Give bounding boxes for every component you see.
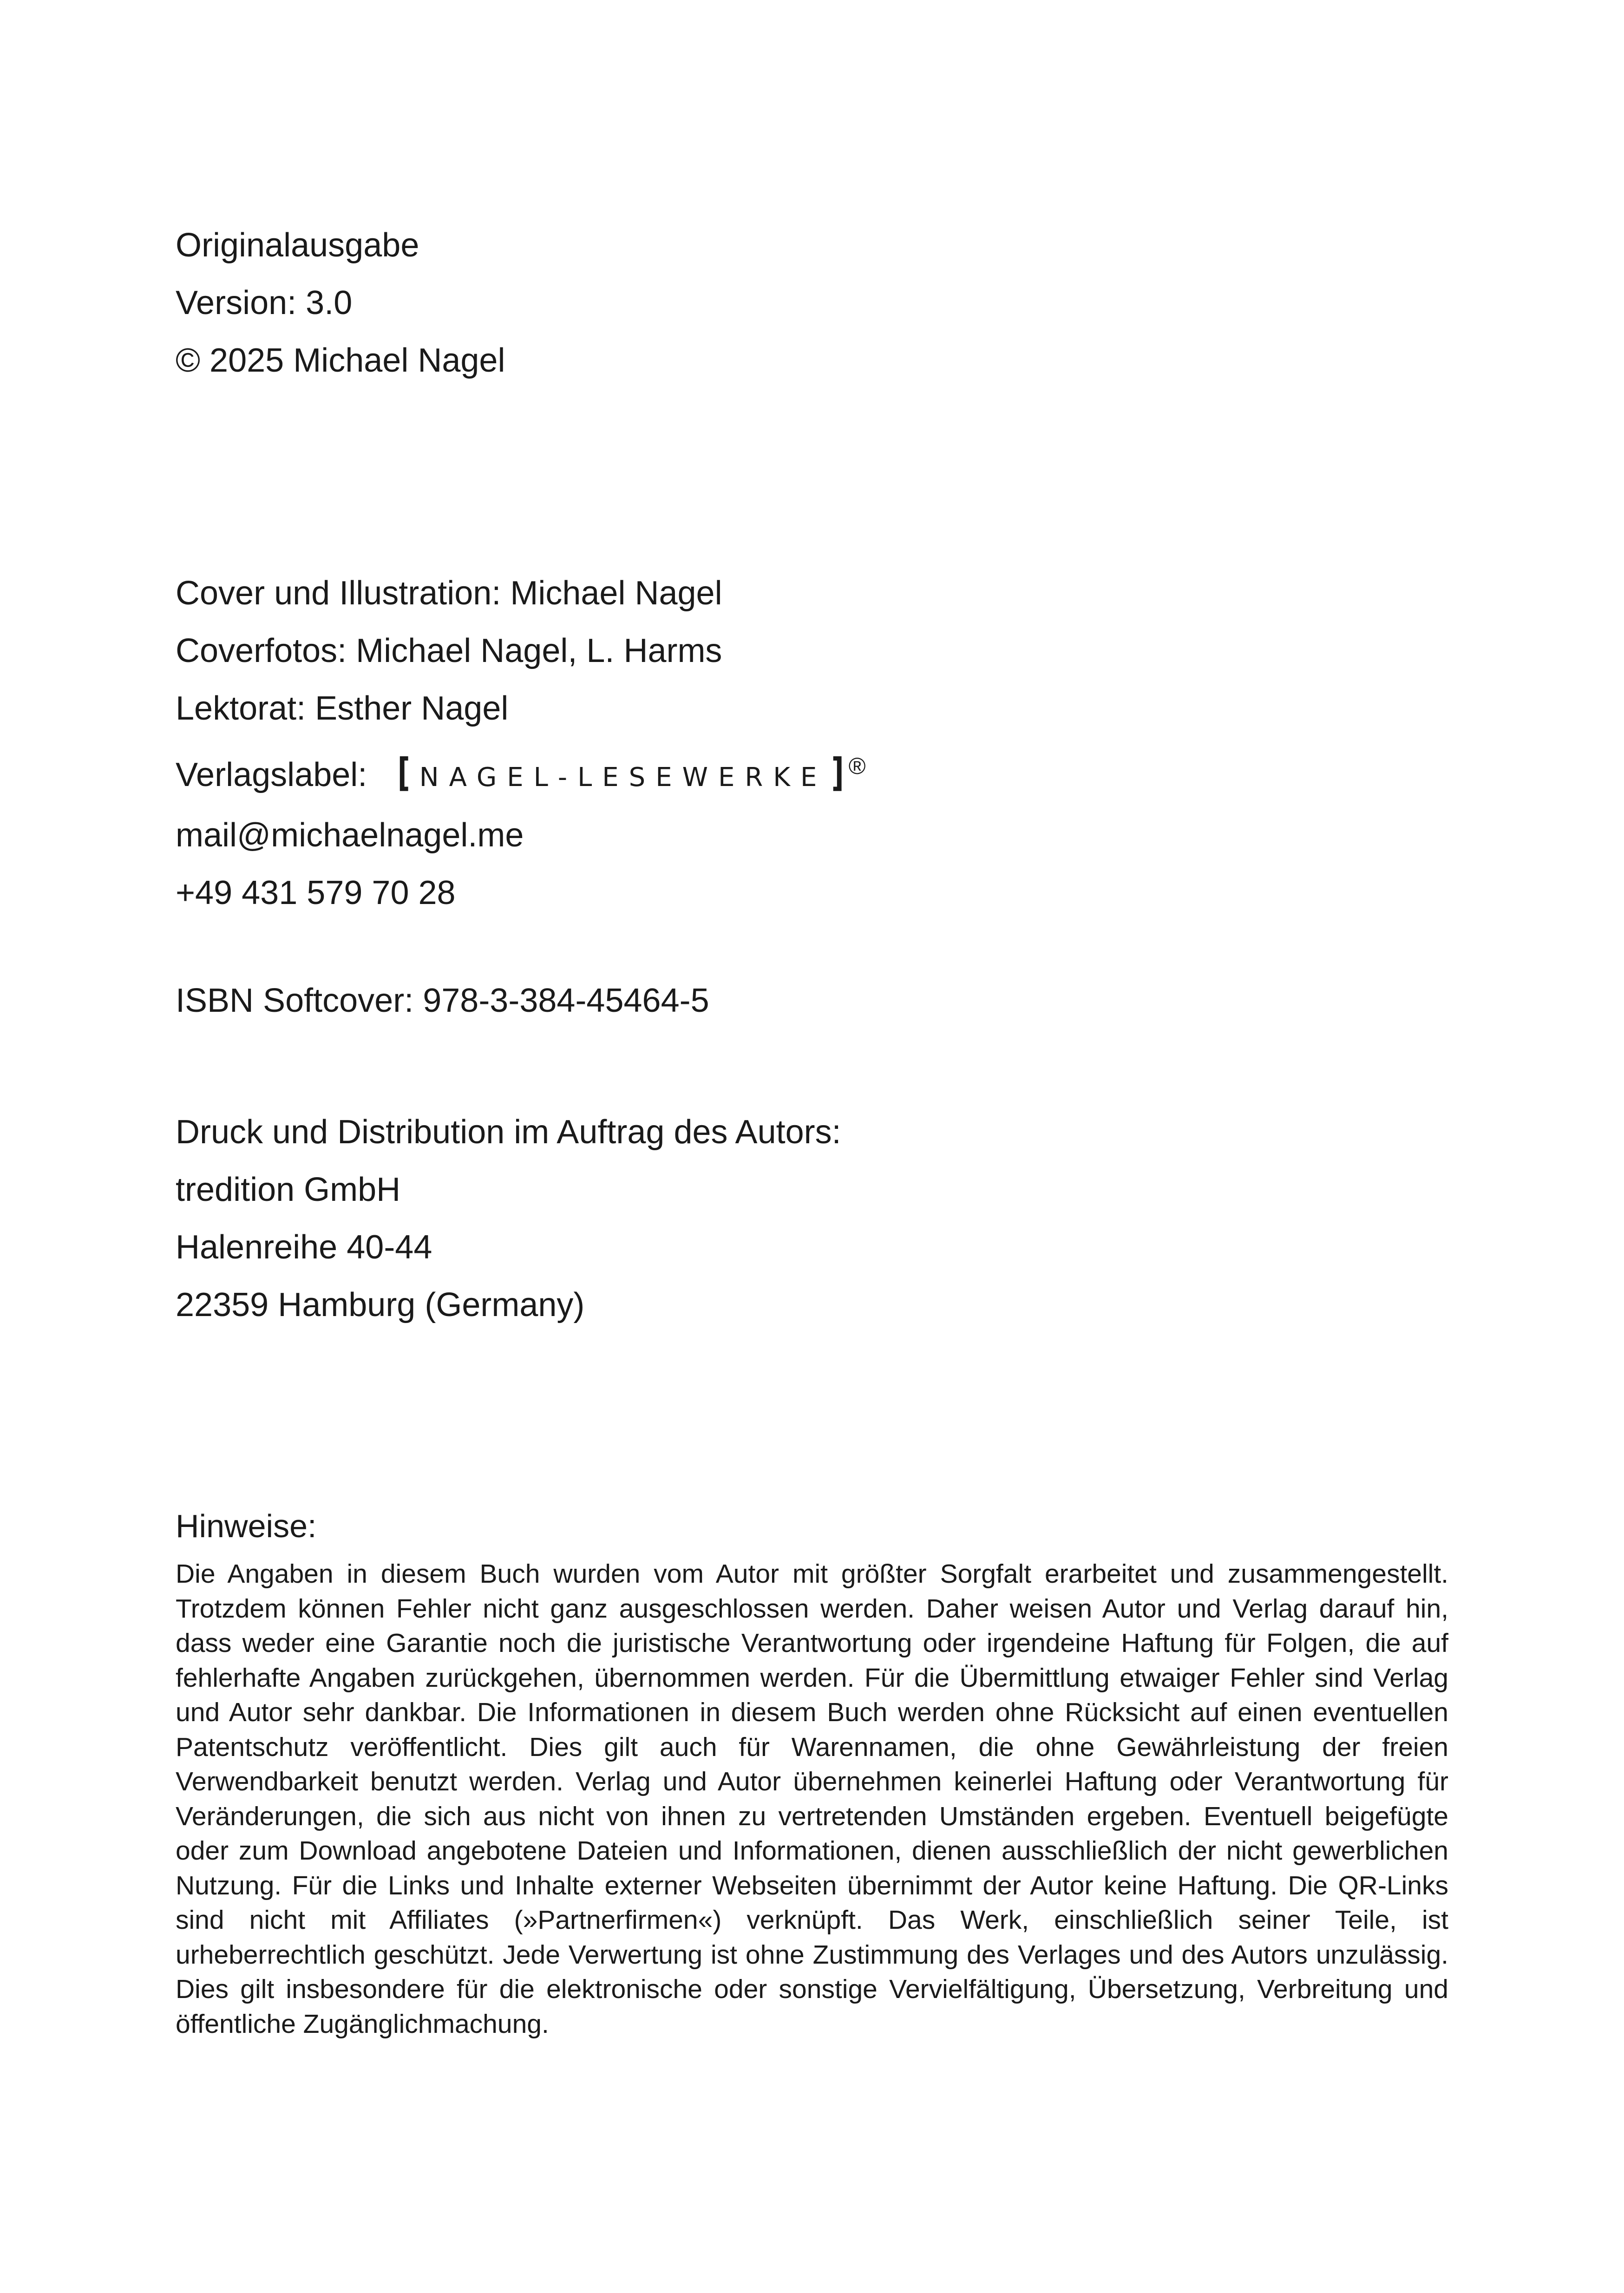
edition-info: [176, 216, 505, 389]
printer-company: tredition GmbH: [176, 1171, 401, 1208]
isbn-softcover: ISBN Softcover: 978-3-384-45464-5: [176, 982, 709, 1019]
printer-city: 22359 Hamburg (Germany): [176, 1286, 585, 1323]
label-caption: Verlagslabel:: [176, 756, 367, 793]
contact-phone[interactable]: +49 431 579 70 28: [176, 874, 456, 911]
copyright-notice: © 2025 Michael Nagel: [176, 342, 505, 379]
logo-bracket-close: ]: [832, 750, 845, 795]
legal-notes: [176, 1498, 1448, 2041]
printer-info: [176, 1103, 841, 1334]
registered-mark: ®: [848, 753, 866, 779]
notes-heading: Hinweise:: [176, 1508, 317, 1544]
isbn-info: [176, 972, 709, 1029]
credits-info: [176, 564, 866, 922]
nagel-lesewerke-logo: [395, 737, 865, 806]
printer-intro: Druck und Distribution im Auftrag des Autors:: [176, 1114, 841, 1151]
logo-bracket-open: [: [398, 750, 410, 795]
coverphotos-credit: Coverfotos: Michael Nagel, L. Harms: [176, 632, 722, 669]
edition-type: Originalausgabe: [176, 227, 419, 264]
publisher-label-line: [176, 737, 866, 806]
notes-body: Die Angaben in diesem Buch wurden vom Autor mit größter Sorgfalt erarbeitet und zusammengestellt. Trotzdem können Fehler nicht ganz ausgeschlossen werden. Daher weisen Autor und Verlag darauf hin, dass weder eine Garantie noch die juristische Verantwortung oder irgendeine Haftung für Folgen, die auf fehlerhafte Angaben zurückgehen, übernommen werden. Für die Übermittlung etwaiger Fehler sind Verlag und Autor sehr dankbar. Die Informationen in diesem Buch werden ohne Rücksicht auf einen eventuellen Patentschutz veröffentlicht. Dies gilt auch für Warennamen, die ohne Gewährleistung der freien Verwendbarkeit benutzt werden. Verlag und Autor übernehmen keinerlei Haftung oder Verantwortung für Veränderungen, die sich aus nicht von ihnen zu vertretenden Umständen ergeben. Eventuell beigefügte oder zum Download angebotene Dateien und Informationen, dienen ausschließlich der nicht gewerblichen Nutzung. Für die Links und Inhalte externer Webseiten übernimmt der Autor keine Haftung. Die QR-Links sind nicht mit Affiliates (»Partnerfirmen«) verknüpft. Das Werk, einschließlich seiner Teile, ist urheberrechtlich geschützt. Jede Verwertung ist ohne Zustimmung des Verlages und des Autors unzulässig. Dies gilt insbesondere für die elektronische oder sonstige Vervielfältigung, Übersetzung, Verbreitung und öffentliche Zugänglichmachung.: [176, 1559, 1448, 2039]
logo-wordmark: NAGEL-LESEWERKE: [419, 762, 827, 793]
version-number: Version: 3.0: [176, 284, 353, 321]
cover-credit: Cover und Illustration: Michael Nagel: [176, 575, 722, 612]
editing-credit: Lektorat: Esther Nagel: [176, 690, 509, 727]
printer-street: Halenreihe 40-44: [176, 1229, 432, 1266]
contact-email[interactable]: mail@michaelnagel.me: [176, 817, 524, 854]
